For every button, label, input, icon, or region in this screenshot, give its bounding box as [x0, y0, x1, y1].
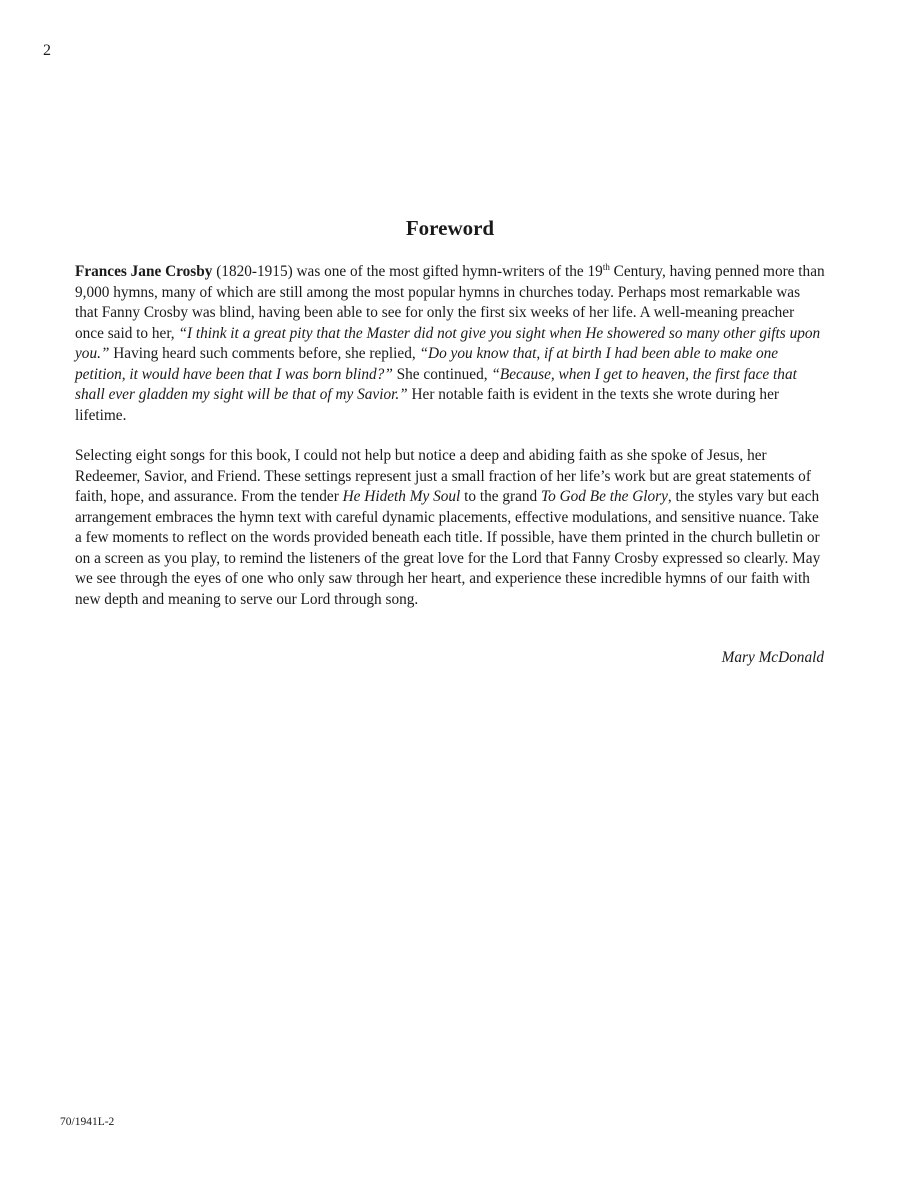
foreword-title: Foreword [405, 216, 495, 240]
catalog-code: 70/1941L-2 [60, 1116, 115, 1128]
text-span: Century, having penned more than 9,000 hymns, many of which are still among the most popular hymns in churches today. Perhaps most remarkable was that Fanny Crosby was blind, having been able to see for only the first six weeks of her life. A well-meaning preacher once said to her, [75, 263, 825, 342]
signature: Mary McDonald [721, 649, 824, 666]
crosby-quote-2: “Because, when I get to heaven, the first face that shall ever gladden my sight will be that of my Savior.” [75, 365, 797, 403]
text-span: Having heard such comments before, she replied, [109, 345, 420, 362]
foreword-paragraph-1 [75, 262, 825, 426]
preacher-quote: “I think it a great pity that the Master did not give you sight when He showered so many other gifts upon you.” [75, 324, 821, 362]
page-number: 2 [43, 42, 51, 59]
ordinal-superscript: th [602, 261, 610, 272]
text-span: She continued, [392, 365, 492, 383]
foreword-body [75, 262, 825, 630]
text-span: (1820-1915) was one of the most gifted hymn-writers of the 19 [212, 263, 603, 280]
hymn-title: To God Be the Glory [541, 488, 668, 505]
author-name: Frances Jane Crosby [75, 263, 213, 280]
text-span: to the grand [460, 488, 541, 505]
text-span: Selecting eight songs for this book, I could not help but notice a deep and abiding faith as she spoke of Jesus, her Redeemer, Savior, and Friend. These settings represent just a small fraction of her life’s work but are great statements of faith, hope, and assurance. From the tender [75, 447, 811, 505]
hymn-title: He Hideth My Soul [342, 488, 461, 505]
text-span: , the styles vary but each arrangement embraces the hymn text with careful dynamic placements, effective modulations, and sensitive nuance. Take a few moments to reflect on the words provided beneath each title. If possible, have them printed in the church bulletin or on a screen as you play, to remind the listeners of the great love for the Lord that Fanny Crosby expressed so clearly. May we see through the eyes of one who only saw through her heart, and experience these incredible hymns of our faith with new depth and meaning to serve our Lord through song. [75, 488, 821, 608]
text-span: Her notable faith is evident in the texts she wrote during her lifetime. [75, 386, 779, 424]
foreword-paragraph-2 [75, 446, 825, 610]
crosby-quote-1: “Do you know that, if at birth I had been able to make one petition, it would have been that I was born blind?” [75, 345, 779, 383]
